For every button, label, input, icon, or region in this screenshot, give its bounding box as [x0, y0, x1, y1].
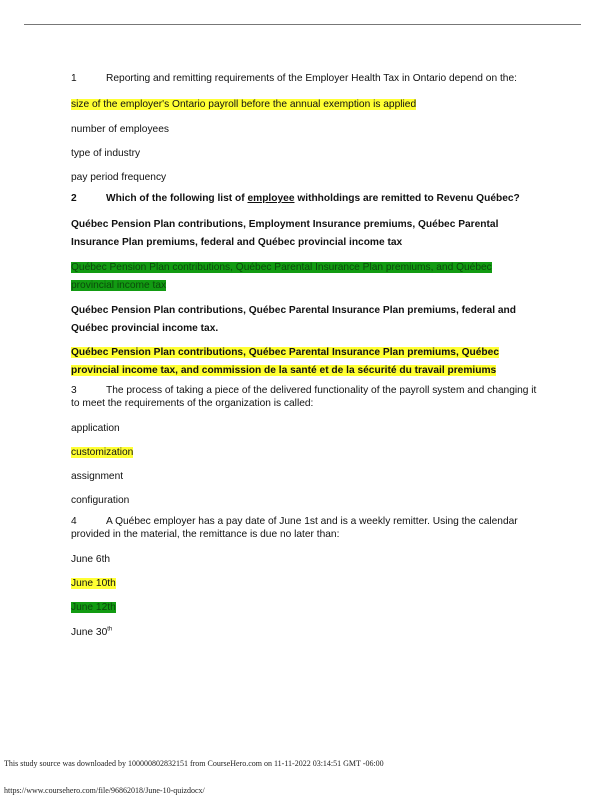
header-rule [24, 24, 581, 25]
q2-option-2-line-1-text: Québec Pension Plan contributions, Québec Parental Insurance Plan premiums, and Québec [71, 262, 492, 273]
q1-option-3-text: type of industry [71, 148, 141, 159]
q1-option-4-text: pay period frequency [71, 172, 167, 183]
q2-option-1-line-1 [71, 218, 498, 232]
question-4-line-1 [71, 515, 518, 529]
question-2-text-underlined: employee [247, 193, 295, 204]
question-2-text-before: Which of the following list of [106, 193, 248, 204]
q3-option-1-text: application [71, 423, 120, 434]
question-3-number: 3 [71, 385, 77, 396]
question-4-line-2 [71, 528, 339, 542]
q4-option-4-superscript: th [107, 626, 113, 633]
q4-option-2 [71, 577, 116, 591]
question-2-text-after: withholdings are remitted to Revenu Québec? [294, 193, 520, 204]
question-4-text-line-2: provided in the material, the remittance is due no later than: [71, 529, 340, 540]
question-1-number: 1 [71, 73, 77, 84]
q1-option-4 [71, 171, 166, 185]
q1-option-3 [71, 147, 140, 161]
q2-option-3-line-2 [71, 322, 218, 336]
q3-option-3 [71, 470, 123, 484]
q2-option-1-line-2-text: Insurance Plan premiums, federal and Québec provincial income tax [71, 237, 403, 248]
q4-option-3-text: June 12th [71, 602, 116, 613]
source-url[interactable]: https://www.coursehero.com/file/96862018/June-10-quizdocx/ [4, 786, 205, 795]
q2-option-4-line-1 [71, 346, 499, 360]
question-3-line-2 [71, 397, 313, 411]
q1-option-1 [71, 98, 416, 112]
q2-option-3-line-1 [71, 304, 516, 318]
q1-option-1-text: size of the employer's Ontario payroll before the annual exemption is applied [71, 99, 417, 110]
question-4-text-line-1: A Québec employer has a pay date of June 1st and is a weekly remitter. Using the calendar [106, 516, 518, 527]
question-2 [71, 192, 520, 206]
q1-option-2 [71, 123, 169, 137]
download-note: This study source was downloaded by 100000802832151 from CourseHero.com on 11-11-2022 03:14:51 GMT -06:00 [4, 759, 384, 768]
q2-option-4-line-2-text: provincial income tax, and commission de la santé et de la sécurité du travail premiums [71, 365, 497, 376]
q3-option-4 [71, 494, 129, 508]
q2-option-2-line-1 [71, 261, 492, 275]
q1-option-2-text: number of employees [71, 124, 169, 135]
question-1-text: Reporting and remitting requirements of the Employer Health Tax in Ontario depend on the: [106, 73, 517, 84]
q3-option-1 [71, 422, 120, 436]
q4-option-4 [71, 626, 112, 640]
q2-option-4-line-1-text: Québec Pension Plan contributions, Québec Parental Insurance Plan premiums, Québec [71, 347, 499, 358]
q2-option-3-line-2-text: Québec provincial income tax. [71, 323, 219, 334]
question-1 [71, 72, 517, 86]
question-2-number: 2 [71, 193, 77, 204]
q3-option-2-text: customization [71, 447, 134, 458]
q3-option-2 [71, 446, 133, 460]
q4-option-1 [71, 553, 110, 567]
q3-option-3-text: assignment [71, 471, 124, 482]
q4-option-3 [71, 601, 116, 615]
q2-option-3-line-1-text: Québec Pension Plan contributions, Québec Parental Insurance Plan premiums, federal and [71, 305, 516, 316]
q4-option-4-text: June 30 [71, 627, 108, 638]
q2-option-2-line-2-text: provincial income tax [71, 280, 167, 291]
q4-option-1-text: June 6th [71, 554, 111, 565]
q4-option-2-text: June 10th [71, 578, 116, 589]
q2-option-2-line-2 [71, 279, 166, 293]
q3-option-4-text: configuration [71, 495, 130, 506]
q2-option-1-line-1-text: Québec Pension Plan contributions, Employment Insurance premiums, Québec Parental [71, 219, 499, 230]
question-3-text-line-1: The process of taking a piece of the delivered functionality of the payroll system and changing it [106, 385, 537, 396]
question-3-text-line-2: to meet the requirements of the organization is called: [71, 398, 314, 409]
q2-option-1-line-2 [71, 236, 402, 250]
question-3-line-1 [71, 384, 536, 398]
q2-option-4-line-2 [71, 364, 496, 378]
question-4-number: 4 [71, 516, 77, 527]
